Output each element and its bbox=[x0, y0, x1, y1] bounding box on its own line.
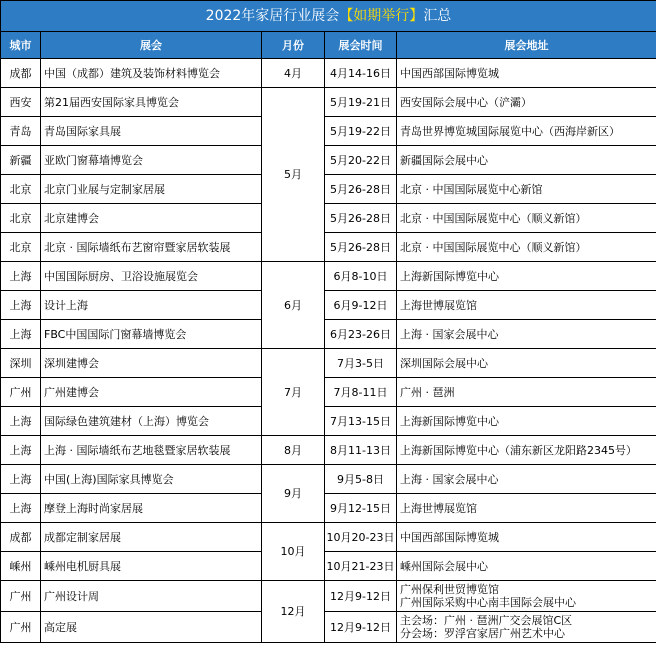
table-row bbox=[1, 262, 656, 291]
address-cell: 深圳国际会展中心 bbox=[397, 349, 656, 378]
city-cell: 西安 bbox=[1, 88, 41, 117]
header-expo: 展会 bbox=[41, 32, 262, 59]
address-cell: 北京 · 中国国际展览中心（顺义新馆） bbox=[397, 233, 656, 262]
expo-cell: 广州建博会 bbox=[41, 378, 262, 407]
address-cell: 上海 · 国家会展中心 bbox=[397, 320, 656, 349]
table-row bbox=[1, 612, 656, 643]
address-cell: 新疆国际会展中心 bbox=[397, 146, 656, 175]
date-cell: 5月19-22日 bbox=[325, 117, 397, 146]
city-cell: 上海 bbox=[1, 320, 41, 349]
date-cell: 9月5-8日 bbox=[325, 465, 397, 494]
date-cell: 7月8-11日 bbox=[325, 378, 397, 407]
table-row bbox=[1, 59, 656, 88]
table-row bbox=[1, 320, 656, 349]
date-cell: 6月9-12日 bbox=[325, 291, 397, 320]
address-line: 主会场：广州 · 琶洲广交会展馆C区 bbox=[400, 614, 573, 627]
date-cell: 8月11-13日 bbox=[325, 436, 397, 465]
table-row bbox=[1, 146, 656, 175]
date-cell: 7月3-5日 bbox=[325, 349, 397, 378]
expo-cell: 摩登上海时尚家居展 bbox=[41, 494, 262, 523]
address-cell: 嵊州国际会展中心 bbox=[397, 552, 656, 581]
expo-cell: 高定展 bbox=[41, 612, 262, 643]
header-city: 城市 bbox=[1, 32, 41, 59]
expo-cell: 设计上海 bbox=[41, 291, 262, 320]
title-prefix: 2022年家居行业展会 bbox=[205, 7, 340, 24]
city-cell: 广州 bbox=[1, 581, 41, 612]
title-row bbox=[1, 1, 656, 32]
address-cell: 广州 · 琶洲 bbox=[397, 378, 656, 407]
date-cell: 6月23-26日 bbox=[325, 320, 397, 349]
table-row bbox=[1, 349, 656, 378]
date-cell: 9月12-15日 bbox=[325, 494, 397, 523]
month-cell: 5月 bbox=[262, 88, 325, 262]
title-suffix: 汇总 bbox=[423, 7, 452, 24]
address-cell: 北京 · 中国国际展览中心新馆 bbox=[397, 175, 656, 204]
expo-cell: 中国(上海)国际家具博览会 bbox=[41, 465, 262, 494]
address-cell bbox=[397, 612, 656, 643]
expo-cell: 北京 · 国际墙纸布艺窗帘暨家居软装展 bbox=[41, 233, 262, 262]
city-cell: 成都 bbox=[1, 523, 41, 552]
expo-cell: 中国（成都）建筑及装饰材料博览会 bbox=[41, 59, 262, 88]
date-cell: 10月20-23日 bbox=[325, 523, 397, 552]
expo-cell: 亚欧门窗幕墙博览会 bbox=[41, 146, 262, 175]
table-row bbox=[1, 581, 656, 612]
table-row bbox=[1, 204, 656, 233]
month-cell: 4月 bbox=[262, 59, 325, 88]
expo-cell: 上海 · 国际墙纸布艺地毯暨家居软装展 bbox=[41, 436, 262, 465]
table-title bbox=[1, 1, 656, 32]
address-cell: 上海世博展览馆 bbox=[397, 291, 656, 320]
month-cell: 12月 bbox=[262, 581, 325, 643]
address-cell: 青岛世界博览城国际展览中心（西海岸新区） bbox=[397, 117, 656, 146]
table-row bbox=[1, 465, 656, 494]
expo-cell: 中国国际厨房、卫浴设施展览会 bbox=[41, 262, 262, 291]
address-cell bbox=[397, 581, 656, 612]
city-cell: 广州 bbox=[1, 612, 41, 643]
table-row bbox=[1, 552, 656, 581]
city-cell: 北京 bbox=[1, 175, 41, 204]
header-address: 展会地址 bbox=[397, 32, 656, 59]
table-row bbox=[1, 494, 656, 523]
address-line: 分会场：罗浮宫家居广州艺术中心 bbox=[400, 627, 565, 640]
table-row bbox=[1, 523, 656, 552]
month-cell: 9月 bbox=[262, 465, 325, 523]
date-cell: 4月14-16日 bbox=[325, 59, 397, 88]
date-cell: 5月26-28日 bbox=[325, 204, 397, 233]
table-row bbox=[1, 291, 656, 320]
address-line: 广州国际采购中心南丰国际会展中心 bbox=[400, 596, 576, 609]
city-cell: 新疆 bbox=[1, 146, 41, 175]
city-cell: 青岛 bbox=[1, 117, 41, 146]
address-cell: 上海新国际博览中心 bbox=[397, 262, 656, 291]
address-cell: 上海新国际博览中心（浦东新区龙阳路2345号） bbox=[397, 436, 656, 465]
expo-cell: 成都定制家居展 bbox=[41, 523, 262, 552]
city-cell: 北京 bbox=[1, 233, 41, 262]
city-cell: 成都 bbox=[1, 59, 41, 88]
table-row bbox=[1, 88, 656, 117]
city-cell: 上海 bbox=[1, 494, 41, 523]
address-cell: 西安国际会展中心（浐灞） bbox=[397, 88, 656, 117]
expo-cell: 深圳建博会 bbox=[41, 349, 262, 378]
address-cell: 北京 · 中国国际展览中心（顺义新馆） bbox=[397, 204, 656, 233]
address-cell: 中国西部国际博览城 bbox=[397, 59, 656, 88]
address-line: 广州保利世贸博览馆 bbox=[400, 583, 499, 596]
month-cell: 10月 bbox=[262, 523, 325, 581]
expo-cell: 第21届西安国际家具博览会 bbox=[41, 88, 262, 117]
city-cell: 北京 bbox=[1, 204, 41, 233]
title-highlight: 【如期举行】 bbox=[339, 7, 424, 24]
date-cell: 5月19-21日 bbox=[325, 88, 397, 117]
table-row bbox=[1, 436, 656, 465]
city-cell: 深圳 bbox=[1, 349, 41, 378]
date-cell: 10月21-23日 bbox=[325, 552, 397, 581]
header-row bbox=[1, 32, 656, 59]
date-cell: 5月20-22日 bbox=[325, 146, 397, 175]
table-row bbox=[1, 378, 656, 407]
city-cell: 上海 bbox=[1, 436, 41, 465]
city-cell: 嵊州 bbox=[1, 552, 41, 581]
expo-cell: FBC中国国际门窗幕墙博览会 bbox=[41, 320, 262, 349]
month-cell: 8月 bbox=[262, 436, 325, 465]
address-cell: 上海 · 国家会展中心 bbox=[397, 465, 656, 494]
city-cell: 上海 bbox=[1, 291, 41, 320]
header-month: 月份 bbox=[262, 32, 325, 59]
expo-cell: 北京建博会 bbox=[41, 204, 262, 233]
table-row bbox=[1, 407, 656, 436]
header-date: 展会时间 bbox=[325, 32, 397, 59]
table-row bbox=[1, 233, 656, 262]
expo-cell: 广州设计周 bbox=[41, 581, 262, 612]
date-cell: 5月26-28日 bbox=[325, 233, 397, 262]
expo-cell: 北京门业展与定制家居展 bbox=[41, 175, 262, 204]
date-cell: 7月13-15日 bbox=[325, 407, 397, 436]
table-row bbox=[1, 175, 656, 204]
date-cell: 6月8-10日 bbox=[325, 262, 397, 291]
month-cell: 6月 bbox=[262, 262, 325, 349]
expo-cell: 国际绿色建筑建材（上海）博览会 bbox=[41, 407, 262, 436]
expo-cell: 嵊州电机厨具展 bbox=[41, 552, 262, 581]
month-cell: 7月 bbox=[262, 349, 325, 436]
table-row bbox=[1, 117, 656, 146]
date-cell: 5月26-28日 bbox=[325, 175, 397, 204]
address-cell: 上海世博展览馆 bbox=[397, 494, 656, 523]
date-cell: 12月9-12日 bbox=[325, 581, 397, 612]
expo-cell: 青岛国际家具展 bbox=[41, 117, 262, 146]
city-cell: 广州 bbox=[1, 378, 41, 407]
city-cell: 上海 bbox=[1, 262, 41, 291]
address-cell: 中国西部国际博览城 bbox=[397, 523, 656, 552]
city-cell: 上海 bbox=[1, 407, 41, 436]
city-cell: 上海 bbox=[1, 465, 41, 494]
address-cell: 上海新国际博览中心 bbox=[397, 407, 656, 436]
date-cell: 12月9-12日 bbox=[325, 612, 397, 643]
